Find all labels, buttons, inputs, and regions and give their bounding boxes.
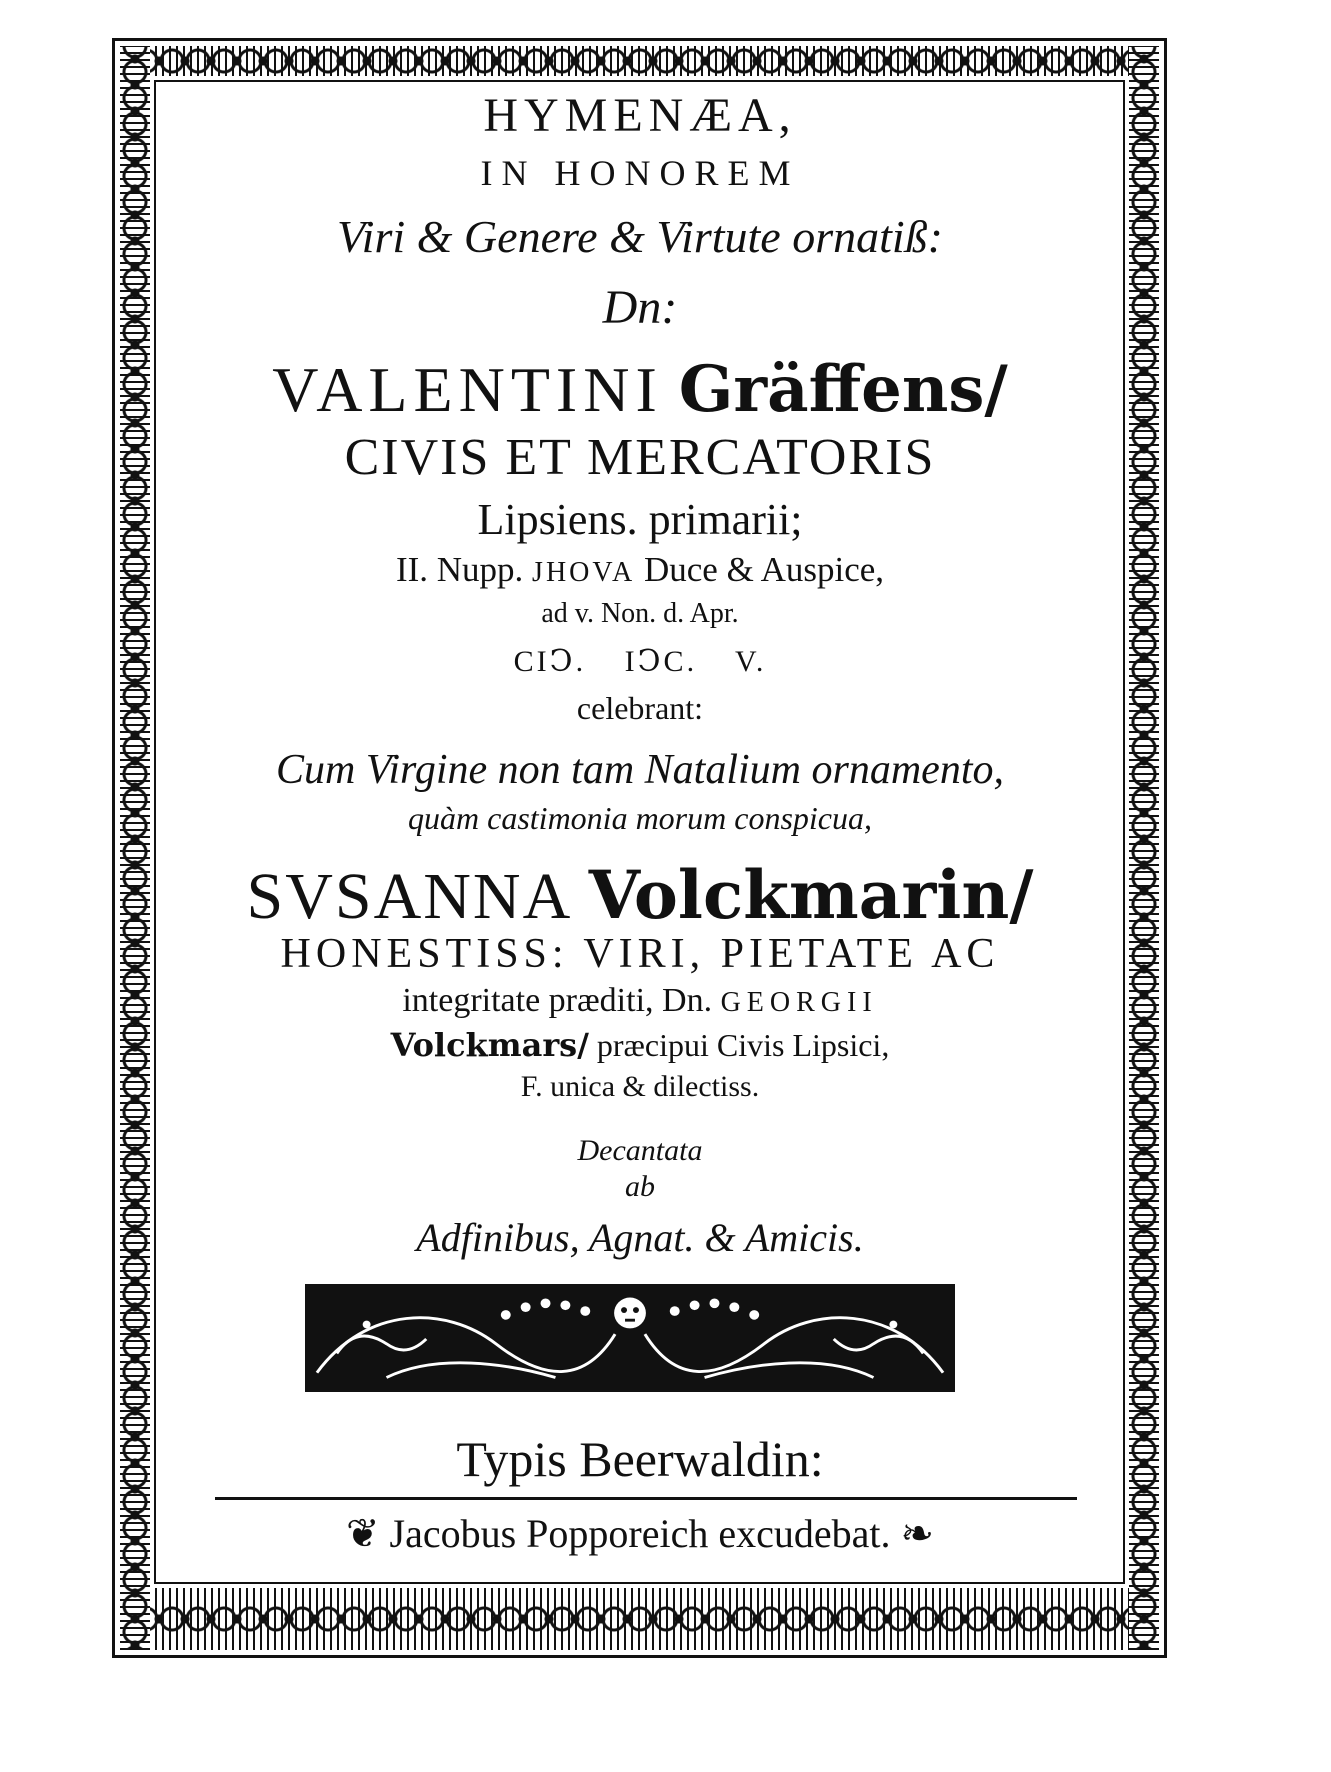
printer-name: Jacobus Popporeich excudebat. [389,1511,891,1556]
line-honestiss: HONESTISS: VIRI, PIETATE AC [280,931,1000,977]
line-susanna [160,856,1120,935]
volckmars-rest: præcipui Civis Lipsici, [596,1027,890,1063]
imprint-typis: Typis Beerwaldin: [456,1431,824,1487]
name-graeffens: Gräffens/ [678,352,1008,427]
nupp-jhova: JHOVA [532,557,636,588]
nupp-suffix: Duce & Auspice, [643,550,885,589]
name-volckmarin: Volckmarin/ [588,856,1034,934]
line-year: CIↃ. IↃC. V. [513,645,767,678]
line-in-honorem: IN HONOREM [480,153,800,193]
name-georgii: GEORGII [720,987,878,1018]
line-adfinibus: Adfinibus, Agnat. & Amicis. [416,1215,864,1260]
integritate-text: integritate præditi, Dn. [402,982,713,1019]
nupp-prefix: II. Nupp. [395,550,524,589]
line-date: ad v. Non. d. Apr. [541,598,739,629]
line-f-unica: F. unica & dilectiss. [520,1070,760,1103]
headpiece-ornament-icon [305,1284,955,1392]
floral-border-right-icon [1129,46,1159,1650]
line-quam-castimonia: quàm castimonia morum conspicua, [408,800,872,836]
name-valentini: VALENTINI [272,354,663,425]
line-valentini [160,352,1120,427]
title-hymenaea: HYMENÆA, [483,89,797,142]
line-volckmars [160,1026,1120,1064]
fleuron-right-icon: ❧ [900,1511,934,1556]
imprint-rule [215,1497,1077,1500]
line-nupp [160,550,1120,590]
floral-border-left-icon [120,46,150,1650]
floral-border-bottom-icon [120,1588,1159,1650]
line-ab: ab [625,1170,655,1203]
fleuron-left-icon: ❦ [346,1511,380,1556]
line-cum-virgine: Cum Virgine non tam Natalium ornamento, [276,747,1004,793]
line-viri-genere: Viri & Genere & Virtute ornatiß: [337,211,943,262]
floral-border-top-icon [120,46,1159,76]
line-lipsiens: Lipsiens. primarii; [477,495,803,544]
line-dn: Dn: [602,281,678,334]
imprint-printer [160,1510,1120,1557]
name-susanna: SVSANNA [246,860,573,933]
name-volckmars: Volckmars/ [390,1026,589,1064]
line-integritate [160,982,1120,1020]
line-civis-mercatoris: CIVIS ET MERCATORIS [344,429,936,486]
line-celebrant: celebrant: [576,690,704,726]
line-decantata: Decantata [577,1134,703,1167]
